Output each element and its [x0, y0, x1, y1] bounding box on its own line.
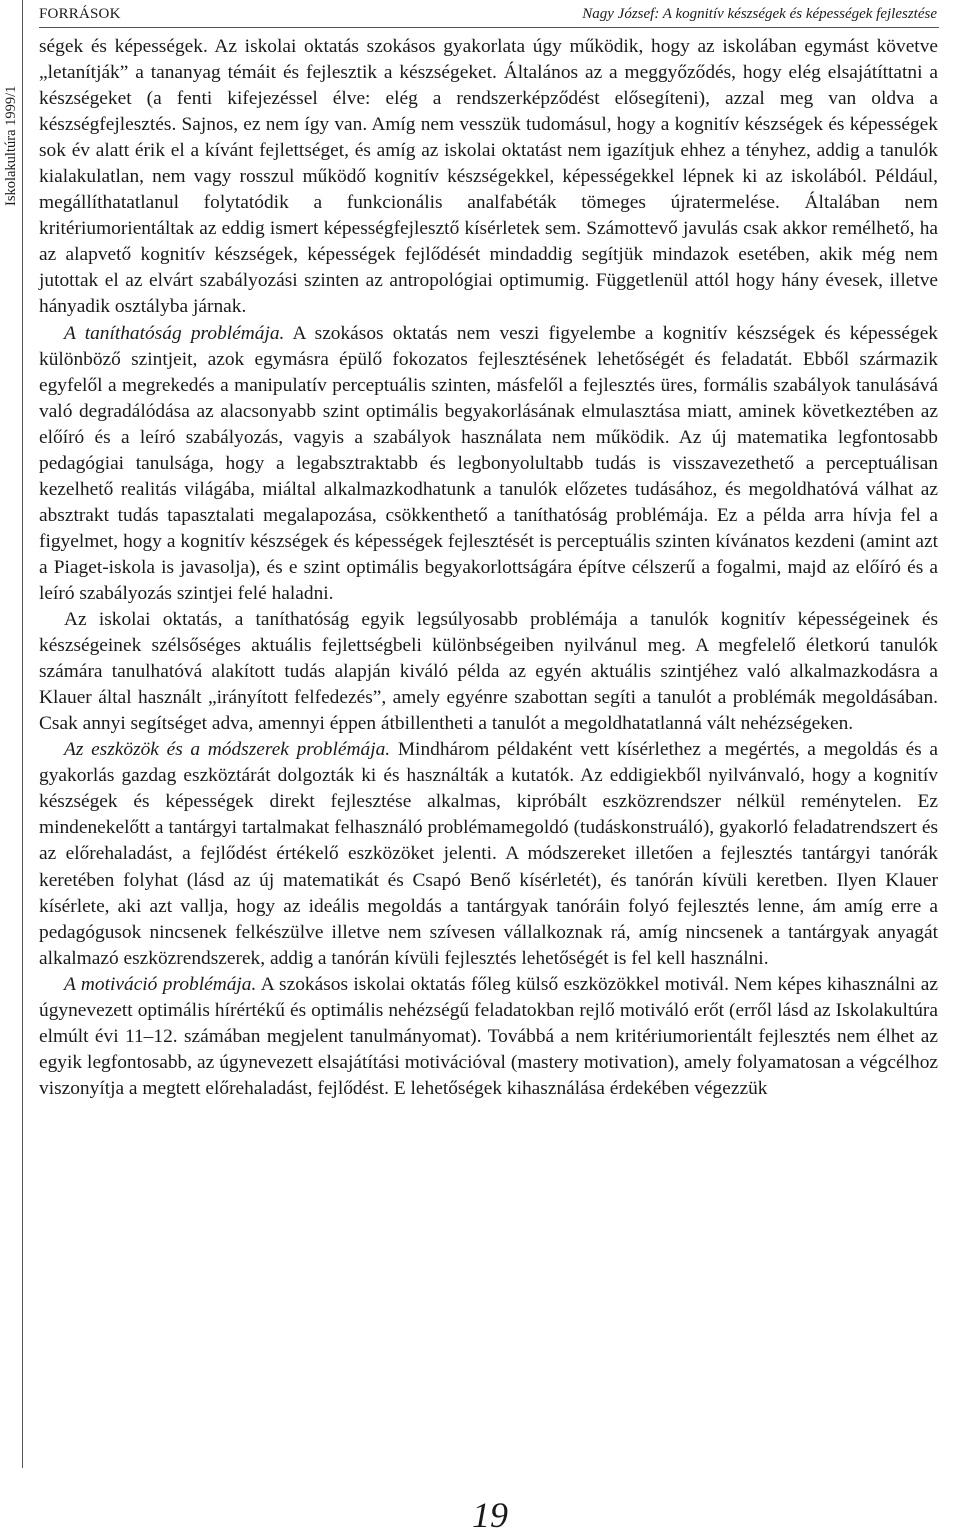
paragraph-text: A szokásos iskolai oktatás főleg külső eszközökkel motivál. Nem képes kihasználni az úgynevezett optimális hírértékű és optimális nehézségű feladatokban rejlő motiváló erőt (erről lásd az Iskolakultúra elmúlt évi 11–12. számában megjelent tanulmányomat). Továbbá a nem kritériumorientált fejlesztés nem élhet az egyik legfontosabb, az úgynevezett elsajátítási motivációval (mastery motivation), amely folyamatosan a végcélhoz viszonyítja a megtett előrehaladást, fejlődést. E lehetőségek kihasználása érdekében végezzük	[39, 973, 938, 1099]
paragraph-heading: A motiváció problémája.	[64, 973, 257, 995]
page-number: 19	[472, 1495, 508, 1535]
section-label: FORRÁSOK	[39, 6, 121, 22]
running-header	[39, 5, 939, 28]
journal-side-label: Iskolakultúra 1999/1	[3, 85, 19, 206]
article-body	[39, 34, 938, 1102]
paragraph	[39, 972, 938, 1102]
paragraph	[39, 34, 938, 321]
paragraph	[39, 607, 938, 737]
paragraph	[39, 737, 938, 971]
running-title: Nagy József: A kognitív készségek és képességek fejlesztése	[582, 6, 937, 22]
side-tab	[0, 0, 23, 1468]
paragraph-heading: A taníthatóság problémája.	[64, 322, 285, 344]
paragraph-text: Mindhárom példaként vett kísérlethez a megértés, a megoldás és a gyakorlás gazdag eszköztárát dolgozták ki és használták a kutatók. Az eddigiekből nyilvánvaló, hogy a kognitív készségek és képességek direkt fejlesztése alkalmas, kipróbált eszközrendszer nélkül reménytelen. Ez mindenekelőtt a tantárgyi tartalmakat felhasználó problémamegoldó (tudáskonstruáló), gyakorló feladatrendszert és az előrehaladást, a fejlődést értékelő eszközöket jelenti. A módszereket illetően a fejlesztés tantárgyi tanórák keretében folyhat (lásd az új matematikát és Csapó Benő kísérletét), és tanórán kívüli keretben. Ilyen Klauer kísérlete, aki azt vallja, hogy az ideális megoldás a tantárgyak tanóráin folyó fejlesztés lenne, ám amíg erre a pedagógusok nincsenek felkészülve illetve nem szívesen vállalkoznak rá, amíg nincsenek a tantárgyak anyagát alkalmazó eszközrendszerek, addig a tanórán kívüli fejlesztés lehetőségét is fel kell használni.	[39, 739, 939, 969]
paragraph-text: ségek és képességek. Az iskolai oktatás szokásos gyakorlata úgy működik, hogy az iskolában egymást követve „letanítják” a tananyag témáit és fejlesztik a készségeket. Általános az a meggyőződés, hogy elég elsajátíttatni a készségeket (a fenti kifejezéssel élve: elég a rendszerképződést elősegíteni), azzal meg van oldva a készségfejlesztés. Sajnos, ez nem így van. Amíg nem vesszük tudomásul, hogy a kognitív készségek és képességek sok év alatt érik el a kívánt fejlettséget, és amíg az iskolai oktatást nem igazítjuk ehhez a tényhez, addig a tanulók kialakulatlan, nem vagy rosszul működő kognitív készségekkel, képességekkel lépnek ki az iskolából. Például, megállíthatatlanul folytatódik a funkcionális analfabéták tömeges újratermelése. Általában nem kritériumorientáltak az eddig ismert képességfejlesztő kísérletek sem. Számottevő javulás csak akkor remélhető, ha az alapvető kognitív készségek, képességek fejlődését mindaddig segítjük mindazok esetében, akik még nem jutottak el az elvárt szabályozási szinten az antropológiai optimumig. Függetlenül attól hogy hány évesek, illetve hányadik osztályba járnak.	[39, 36, 938, 318]
paragraph-text: A szokásos oktatás nem veszi figyelembe a kognitív készségek és képességek különböző szintjeit, azok egymásra épülő fokozatos fejlesztésének lehetőségét és feladatát. Ebből származik egyfelől a megrekedés a manipulatív perceptuális szinten, másfelől a fejlesztés üres, formális szabályok tanulásává való degradálódása az alacsonyabb szint optimális begyakorlásának elmulasztása miatt, aminek következtében az előíró és a leíró szabályozás, vagyis a szabályok használata nem működik. Az új matematika legfontosabb pedagógiai tanulsága, hogy a legabsztraktabb és legbonyolultabb tudás is visszavezethető a perceptuálisan kezelhető realitás világába, miáltal alkalmazkodhatunk a tanulók előzetes tudásához, és megoldhatóvá válhat az absztrakt tudás tapasztalati megalapozása, csökkenthető a taníthatóság problémája. Ez a példa arra hívja fel a figyelmet, hogy a kognitív készségek és képességek fejlesztését is perceptuális szinten kívánatos kezdeni (amint azt a Piaget-iskola is javasolja), és e szint optimális begyakorlottságára építve célszerű a fogalmi, majd az előíró és a leíró szabályozás szintjei felé haladni.	[39, 322, 939, 604]
paragraph	[39, 321, 938, 608]
paragraph-text: Az iskolai oktatás, a taníthatóság egyik legsúlyosabb problémája a tanulók kognitív képességeinek és készségeinek szélsőséges aktuális fejlettségbeli különbségeiben nyilvánul meg. A megfelelő életkorú tanulók számára tanulhatóvá alakított tudás alapján kiváló példa az egyén aktuális szintjéhez való alkalmazkodásra a Klauer által használt „irányított felfedezés”, amely egyénre szabottan segíti a tanulót a problémák megoldásában. Csak annyi segítséget adva, amennyi éppen átbillentheti a tanulót a megoldhatatlanná vált nehézségeken.	[39, 609, 938, 735]
paragraph-heading: Az eszközök és a módszerek problémája.	[64, 739, 391, 761]
